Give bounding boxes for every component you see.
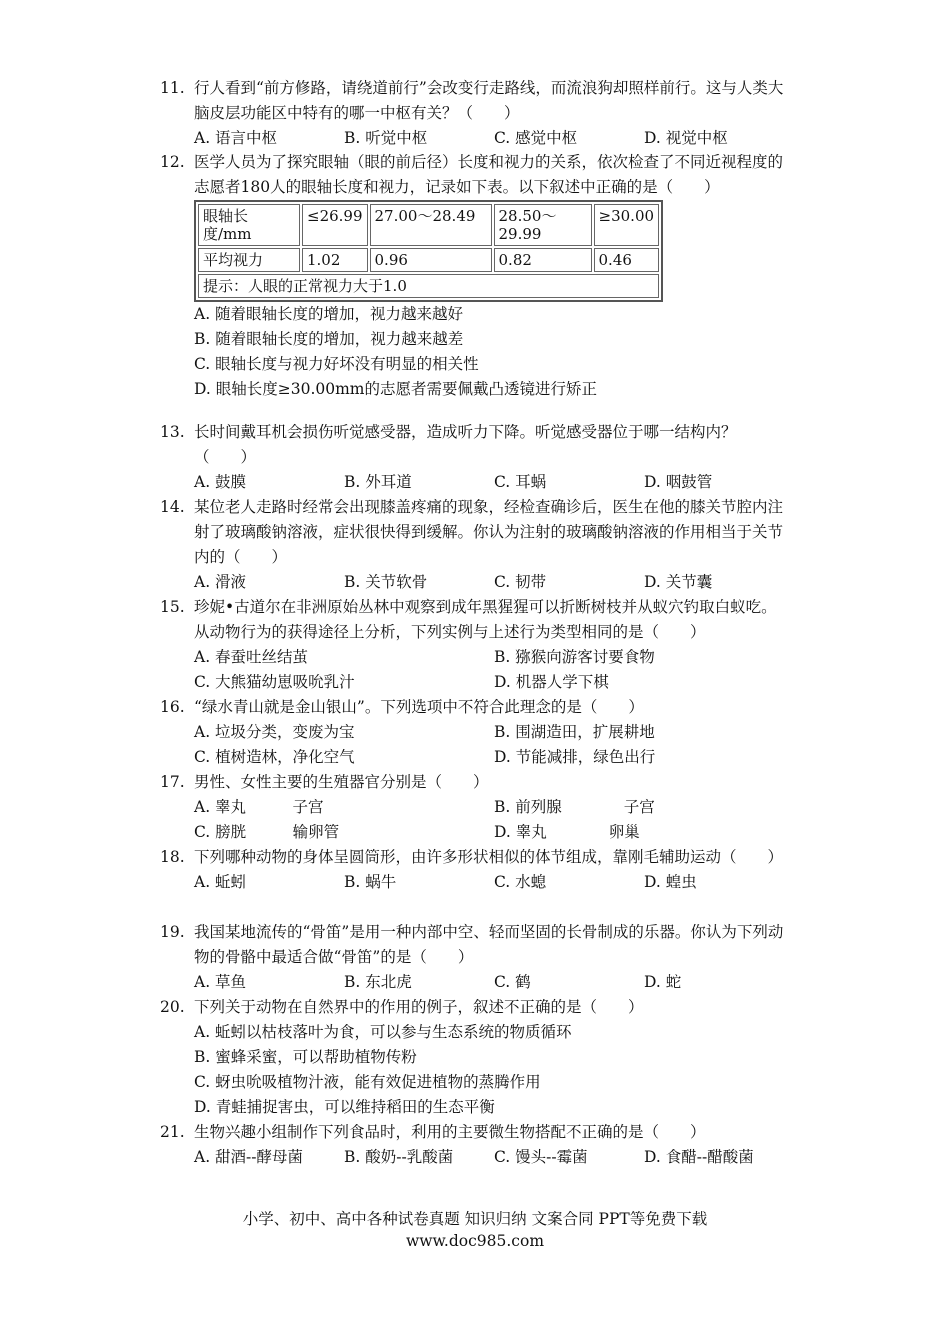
option-c: C. 植树造林，净化空气	[194, 748, 355, 766]
table-cell: 27.00～28.49	[370, 204, 492, 246]
table-cell: 28.50～29.99	[494, 204, 592, 246]
option-b: B. 猕猴向游客讨要食物	[494, 648, 655, 666]
question-16	[160, 695, 790, 770]
question-14	[160, 495, 790, 595]
question-number: 17.	[160, 773, 185, 791]
question-text: 长时间戴耳机会损伤听觉感受器，造成听力下降。听觉感受器位于哪一结构内？（ ）	[194, 423, 737, 466]
option-b: B. 蜜蜂采蜜，可以帮助植物传粉	[194, 1048, 417, 1066]
option-d: D. 咽鼓管	[644, 473, 713, 491]
option-d: D. 机器人学下棋	[494, 673, 609, 691]
options-row	[194, 720, 790, 745]
footer-promo-text: 小学、初中、高中各种试卷真题 知识归纳 文案合同 PPT等免费下载	[242, 1210, 708, 1228]
option-b: B. 酸奶--乳酸菌	[344, 1148, 454, 1166]
option-d: D. 节能减排，绿色出行	[494, 748, 656, 766]
option-b: B. 外耳道	[344, 473, 412, 491]
option-a: A. 甜酒--酵母菌	[194, 1148, 304, 1166]
question-text: 生物兴趣小组制作下列食品时，利用的主要微生物搭配不正确的是（ ）	[194, 1123, 706, 1141]
table-cell: 平均视力	[198, 248, 300, 272]
question-12	[160, 150, 790, 402]
option-c: C. 蚜虫吮吸植物汁液，能有效促进植物的蒸腾作用	[194, 1073, 541, 1091]
option-b: B. 蜗牛	[344, 873, 397, 891]
axial-length-table	[194, 200, 663, 302]
options-row	[194, 820, 790, 845]
table-note: 提示：人眼的正常视力大于1.0	[198, 274, 659, 298]
options-row	[194, 470, 790, 495]
option-a: A. 鼓膜	[194, 473, 247, 491]
options-row	[194, 1145, 790, 1170]
question-number: 15.	[160, 598, 185, 616]
options-row	[194, 795, 790, 820]
option-a: A. 春蚕吐丝结茧	[194, 648, 309, 666]
footer	[0, 1208, 950, 1252]
table-cell: 眼轴长度/mm	[198, 204, 300, 246]
question-18	[160, 845, 790, 895]
options-row	[194, 970, 790, 995]
question-number: 20.	[160, 998, 185, 1016]
options-row	[194, 645, 790, 670]
table-cell: 0.46	[594, 248, 660, 272]
question-11	[160, 76, 790, 151]
question-text: 下列关于动物在自然界中的作用的例子，叙述不正确的是（ ）	[194, 998, 644, 1016]
question-20	[160, 995, 790, 1120]
question-number: 12.	[160, 153, 185, 171]
option-d: D. 蛇	[644, 973, 682, 991]
option-c: C. 水螅	[494, 873, 547, 891]
question-text: 下列哪种动物的身体呈圆筒形，由许多形状相似的体节组成，靠刚毛辅助运动（ ）	[194, 848, 784, 866]
question-number: 19.	[160, 923, 185, 941]
question-text: 医学人员为了探究眼轴（眼的前后径）长度和视力的关系，依次检查了不同近视程度的志愿者180人的眼轴长度和视力，记录如下表。以下叙述中正确的是（ ）	[194, 153, 784, 196]
question-number: 16.	[160, 698, 185, 716]
option-d: D. 蝗虫	[644, 873, 697, 891]
table-row	[198, 204, 659, 246]
question-text: 珍妮•古道尔在非洲原始丛林中观察到成年黑猩猩可以折断树枝并从蚁穴钓取白蚁吃。从动物行为的获得途径上分析，下列实例与上述行为类型相同的是（ ）	[194, 598, 777, 641]
table-cell: ≥30.00	[594, 204, 660, 246]
option-b: B. 关节软骨	[344, 573, 428, 591]
question-19	[160, 920, 790, 995]
option-c: C. 鹤	[494, 973, 531, 991]
option-d: D. 关节囊	[644, 573, 713, 591]
options-row	[194, 126, 790, 151]
option-a: A. 蚯蚓	[194, 873, 247, 891]
table-row	[198, 248, 659, 272]
option-b: B. 东北虎	[344, 973, 412, 991]
option-d: D. 视觉中枢	[644, 129, 728, 147]
footer-website-link[interactable]: www.doc985.com	[405, 1232, 545, 1250]
question-text: 男性、女性主要的生殖器官分别是（ ）	[194, 773, 489, 791]
question-17	[160, 770, 790, 845]
table-cell: 0.82	[494, 248, 592, 272]
table-row	[198, 274, 659, 298]
option-c: C. 大熊猫幼崽吸吮乳汁	[194, 673, 355, 691]
option-a: A. 草鱼	[194, 973, 247, 991]
question-13	[160, 420, 790, 495]
option-a: A. 垃圾分类，变废为宝	[194, 723, 355, 741]
question-number: 14.	[160, 498, 185, 516]
table-cell: 0.96	[370, 248, 492, 272]
option-d: D. 睾丸 卵巢	[494, 823, 640, 841]
question-number: 11.	[160, 79, 185, 97]
question-text: 某位老人走路时经常会出现膝盖疼痛的现象，经检查确诊后，医生在他的膝关节腔内注射了玻璃酸钠溶液，症状很快得到缓解。你认为注射的玻璃酸钠溶液的作用相当于关节内的（ ）	[194, 498, 784, 566]
options-row	[194, 870, 790, 895]
option-a: A. 睾丸 子宫	[194, 798, 324, 816]
option-c: C. 感觉中枢	[494, 129, 578, 147]
option-a: A. 蚯蚓以枯枝落叶为食，可以参与生态系统的物质循环	[194, 1023, 572, 1041]
table-cell: 1.02	[302, 248, 368, 272]
options-row	[194, 745, 790, 770]
option-a: A. 语言中枢	[194, 129, 278, 147]
question-number: 13.	[160, 423, 185, 441]
question-21	[160, 1120, 790, 1170]
option-d: D. 食醋--醋酸菌	[644, 1148, 754, 1166]
option-c: C. 韧带	[494, 573, 547, 591]
option-d: D. 眼轴长度≥30.00mm的志愿者需要佩戴凸透镜进行矫正	[194, 380, 597, 398]
question-15	[160, 595, 790, 695]
option-c: C. 馒头--霉菌	[494, 1148, 588, 1166]
question-text: 行人看到“前方修路，请绕道前行”会改变行走路线，而流浪狗却照样前行。这与人类大脑皮层功能区中特有的哪一中枢有关？（ ）	[194, 79, 784, 122]
question-number: 21.	[160, 1123, 185, 1141]
option-c: C. 膀胱 输卵管	[194, 823, 340, 841]
option-b: B. 随着眼轴长度的增加，视力越来越差	[194, 330, 464, 348]
options-row	[194, 570, 790, 595]
question-text: 我国某地流传的“骨笛”是用一种内部中空、轻而坚固的长骨制成的乐器。你认为下列动物的骨骼中最适合做“骨笛”的是（ ）	[194, 923, 784, 966]
options-row	[194, 670, 790, 695]
option-a: A. 随着眼轴长度的增加，视力越来越好	[194, 305, 464, 323]
option-c: C. 眼轴长度与视力好坏没有明显的相关性	[194, 355, 479, 373]
option-c: C. 耳蜗	[494, 473, 547, 491]
question-text: “绿水青山就是金山银山”。下列选项中不符合此理念的是（ ）	[194, 698, 644, 716]
option-b: B. 围湖造田，扩展耕地	[494, 723, 655, 741]
option-b: B. 前列腺 子宫	[494, 798, 655, 816]
option-b: B. 听觉中枢	[344, 129, 428, 147]
option-d: D. 青蛙捕捉害虫，可以维持稻田的生态平衡	[194, 1098, 495, 1116]
question-number: 18.	[160, 848, 185, 866]
table-cell: ≤26.99	[302, 204, 368, 246]
option-a: A. 滑液	[194, 573, 247, 591]
